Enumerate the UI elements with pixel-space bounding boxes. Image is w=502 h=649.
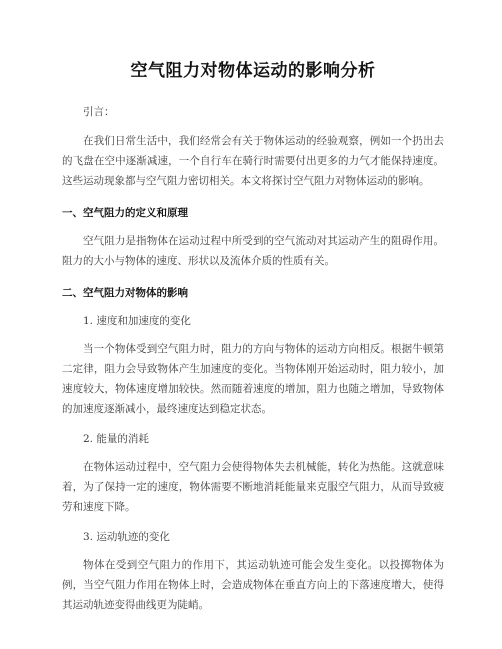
section-1-heading: 一、空气阻力的定义和原理	[62, 207, 188, 219]
document-title: 空气阻力对物体运动的影响分析	[130, 61, 376, 81]
subsection-3-paragraph: 物体在受到空气阻力的作用下，其运动轨迹可能会发生变化。以投掷物体为例，当空气阻力作用在物体上时，会造成物体在垂直方向上的下落速度增大，使得其运动轨迹变得曲线更为陡峭。	[62, 559, 444, 611]
subsection-3-heading: 3. 运动轨迹的变化	[83, 531, 170, 543]
subsection-2-heading: 2. 能量的消耗	[83, 433, 149, 445]
section-1-paragraph: 空气阻力是指物体在运动过程中所受到的空气流动对其运动产生的阻碍作用。阻力的大小与物体的速度、形状以及流体介质的性质有关。	[62, 235, 444, 267]
intro-label: 引言：	[83, 106, 115, 118]
intro-paragraph: 在我们日常生活中，我们经常会有关于物体运动的经验观察，例如一个扔出去的飞盘在空中逐渐减速，一个自行车在骑行时需要付出更多的力气才能保持速度。这些运动现象都与空气阻力密切相关。本文将探讨空气阻力对物体运动的影响。	[62, 135, 444, 187]
subsection-2-paragraph: 在物体运动过程中，空气阻力会使得物体失去机械能，转化为热能。这就意味着，为了保持一定的速度，物体需要不断地消耗能量来克服空气阻力，从而导致疲劳和速度下降。	[62, 461, 444, 513]
section-2-heading: 二、空气阻力对物体的影响	[62, 287, 188, 299]
subsection-1-paragraph: 当一个物体受到空气阻力时，阻力的方向与物体的运动方向相反。根据牛顿第二定律，阻力会导致物体产生加速度的变化。当物体刚开始运动时，阻力较小，加速度较大，物体速度增加较快。然而随着速度的增加，阻力也随之增加，导致物体的加速度逐渐减小，最终速度达到稳定状态。	[62, 343, 444, 415]
subsection-1-heading: 1. 速度和加速度的变化	[83, 315, 191, 327]
